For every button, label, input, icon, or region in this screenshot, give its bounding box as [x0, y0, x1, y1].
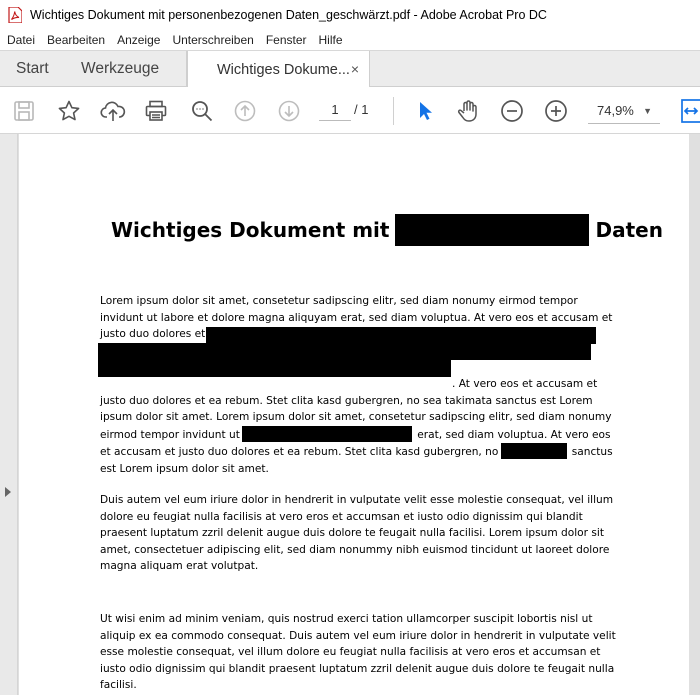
tab-bar [0, 50, 700, 87]
menu-bar [0, 30, 700, 50]
menu-hilfe[interactable]: Hilfe [318, 33, 343, 47]
tab-document[interactable] [187, 51, 370, 88]
paragraph-1-part-3: erat, sed diam voluptua. At vero eos et accusam et justo duo dolores et ea rebum. Stet clita kasd gubergren, no [100, 428, 611, 459]
tab-start[interactable]: Start [16, 60, 49, 77]
menu-datei[interactable]: Datei [7, 33, 36, 47]
heading-text-after: Daten [595, 218, 663, 242]
expand-panel-arrow-icon[interactable] [5, 487, 11, 497]
paragraph-1 [100, 293, 622, 478]
paragraph-1-part-4: sanctus est Lorem ipsum dolor sit amet. [100, 446, 613, 475]
paragraph-2: Duis autem vel eum iriure dolor in hendrerit in vulputate velit esse molestie consequat, vel illum dolore eu feugiat nulla facilisis at vero eros et accumsan et iusto odio dignissim qui blandit praesent luptatum zzril delenit augue duis dolore te feugait nulla facilisi. Lorem ipsum dolor sit amet, consectetuer adipiscing elit, sed diam nonummy nibh euismod tincidunt ut laoreet dolore magna aliquam erat volutpat. [100, 494, 614, 573]
page-number-input[interactable]: 1 [319, 99, 351, 121]
tab-document-label: Wichtiges Dokume... [217, 61, 350, 78]
zoom-level-select[interactable] [588, 98, 660, 124]
zoom-in-icon[interactable] [543, 98, 569, 124]
select-cursor-icon[interactable] [412, 98, 438, 124]
cloud-upload-icon[interactable] [100, 98, 126, 124]
menu-anzeige[interactable]: Anzeige [117, 33, 161, 47]
menu-bearbeiten[interactable]: Bearbeiten [47, 33, 106, 47]
zoom-out-icon[interactable] [499, 98, 525, 124]
toolbar-divider [393, 97, 394, 125]
close-tab-icon[interactable]: × [350, 61, 359, 77]
pdf-page [19, 134, 689, 695]
tab-tools[interactable]: Werkzeuge [81, 60, 160, 77]
redaction-box [501, 443, 567, 459]
redaction-box [242, 426, 412, 442]
menu-unterschreiben[interactable]: Unterschreiben [172, 33, 254, 47]
print-icon[interactable] [143, 98, 169, 124]
document-heading [111, 213, 663, 247]
page-total: / 1 [354, 102, 369, 117]
chevron-down-icon: ▼ [643, 106, 652, 116]
page-up-icon[interactable] [232, 98, 258, 124]
redaction-box [395, 214, 589, 246]
zoom-level-value: 74,9% [597, 103, 634, 118]
document-viewport[interactable] [18, 134, 700, 695]
window-title: Wichtiges Dokument mit personenbezogenen Daten_geschwärzt.pdf - Adobe Acrobat Pro DC [30, 8, 547, 22]
paragraph-3: Ut wisi enim ad minim veniam, quis nostrud exerci tation ullamcorper suscipit lobortis nisl ut aliquip ex ea commodo consequat. Duis autem vel eum iriure dolor in hendrerit in vulputate velit esse molestie consequat, vel illum dolore eu feugiat nulla facilisis at vero eros et accumsan et iusto odio dignissim qui blandit praesent luptatum zzril delenit augue duis dolore te feugait nulla facilisi. [100, 613, 616, 692]
fit-width-icon[interactable] [677, 98, 700, 124]
menu-fenster[interactable]: Fenster [265, 33, 307, 47]
page-down-icon[interactable] [276, 98, 302, 124]
save-icon[interactable] [11, 98, 37, 124]
acrobat-pdf-icon [7, 7, 23, 23]
paragraph-1-part-1: Lorem ipsum dolor sit amet, consetetur sadipscing elitr, sed diam nonumy eirmod tempor invidunt ut labore et dolore magna aliquyam erat, sed diam voluptua. At vero eos et accusam et justo duo dolores et ea rebum. [100, 295, 613, 341]
toolbar [0, 87, 700, 134]
left-panel-rail [0, 134, 18, 695]
hand-icon[interactable] [455, 98, 481, 124]
paragraph-1-part-2: . At vero eos et accusam et justo duo dolores et ea rebum. Stet clita kasd gubergren, no sea takimata sanctus est Lorem ipsum dolor sit amet. Lorem ipsum dolor sit amet, consetetur sadipscing elitr, sed diam nonumy eirmod tempor invidunt ut [100, 377, 612, 441]
zoom-search-icon[interactable] [189, 98, 215, 124]
heading-text-before: Wichtiges Dokument mit [111, 218, 390, 242]
title-bar [0, 0, 700, 30]
star-icon[interactable] [56, 98, 82, 124]
